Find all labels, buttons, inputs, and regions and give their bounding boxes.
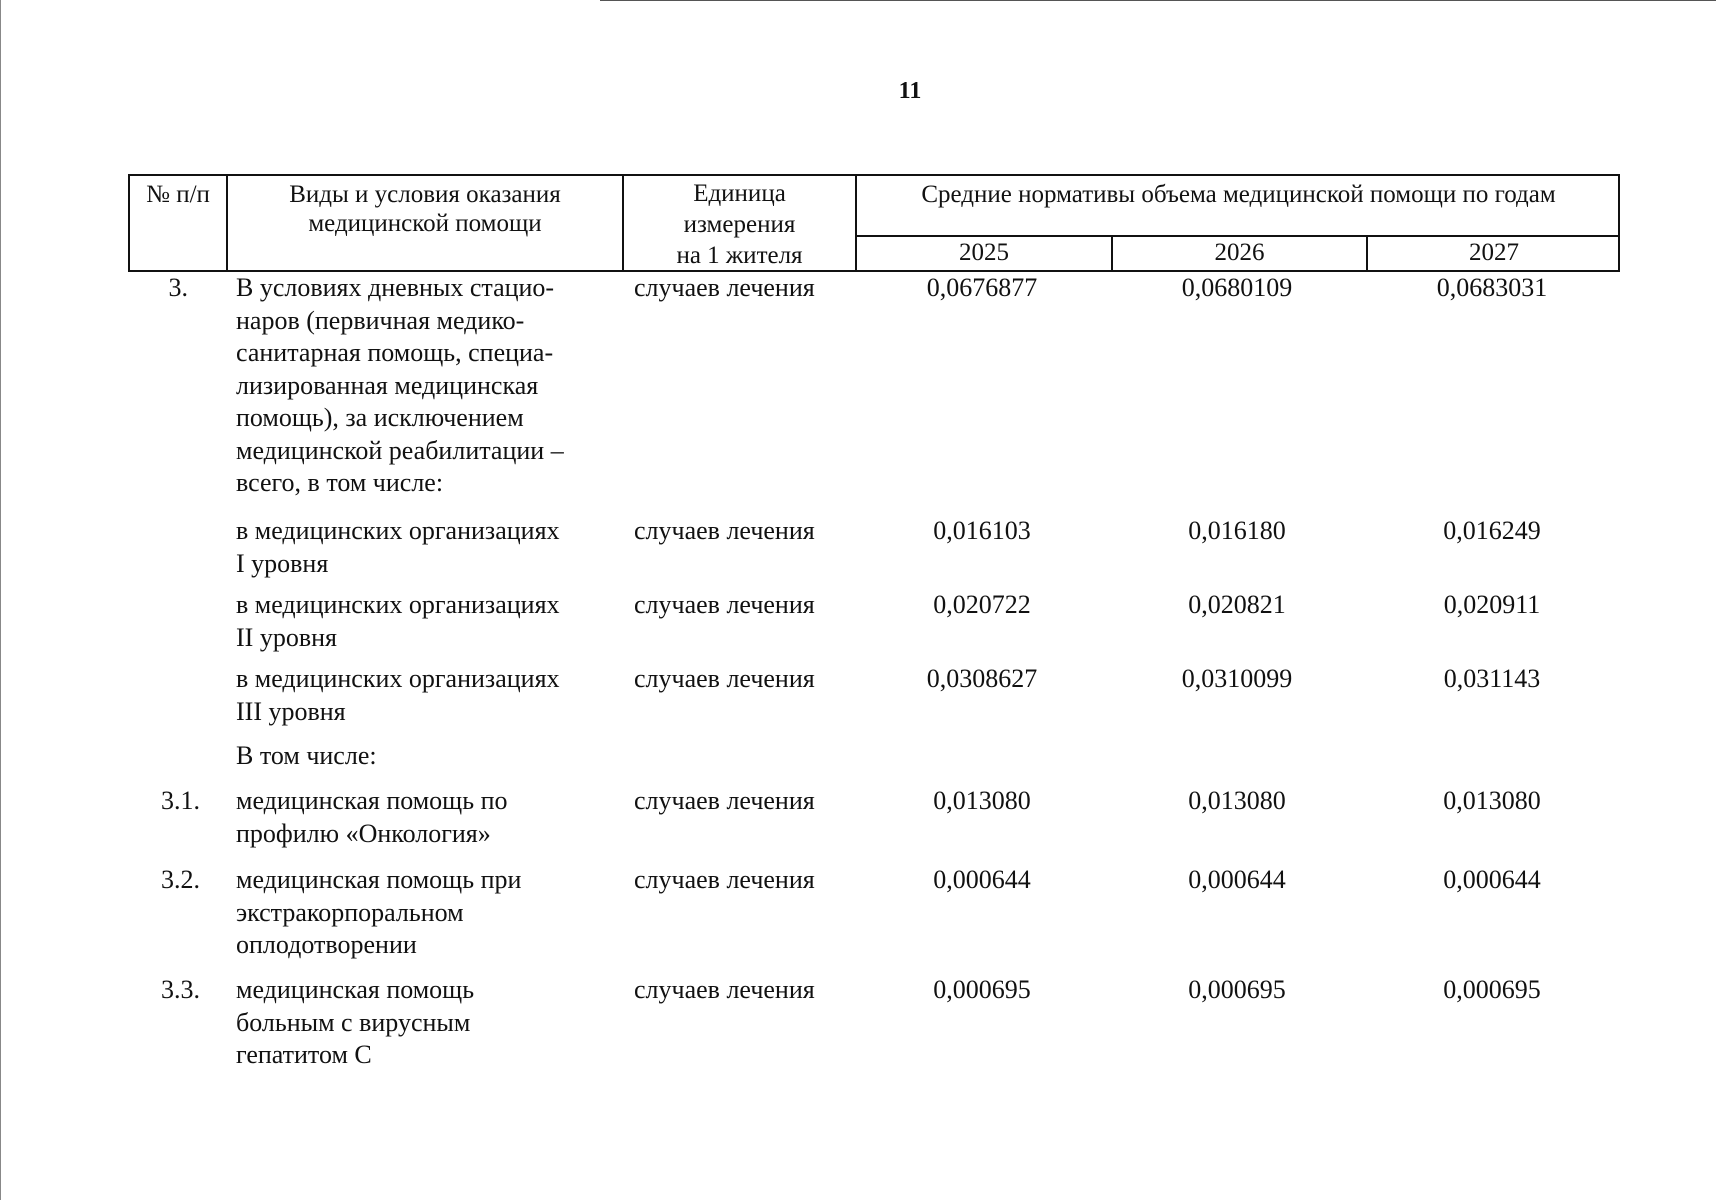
row-name-line: в медицинских организациях xyxy=(236,516,560,545)
header-unit-line: на 1 жителя xyxy=(676,242,803,269)
scan-top-edge xyxy=(600,0,1716,1)
header-group-title: Средние нормативы объема медицинской помощи по годам xyxy=(921,181,1556,208)
row-name xyxy=(236,515,596,580)
row-name-line: В том числе: xyxy=(236,741,377,770)
page-number: 11 xyxy=(898,78,922,104)
row-name xyxy=(236,663,596,728)
row-name-line: медицинская помощь при xyxy=(236,865,522,894)
value-2027: 0,013080 xyxy=(1443,786,1541,815)
row-number: 3. xyxy=(168,273,188,302)
row-unit: случаев лечения xyxy=(634,273,815,302)
row-unit: случаев лечения xyxy=(634,516,815,545)
value-2025: 0,013080 xyxy=(933,786,1031,815)
value-2027: 0,020911 xyxy=(1443,590,1541,619)
row-unit: случаев лечения xyxy=(634,975,815,1004)
header-unit-line: измерения xyxy=(683,211,796,238)
value-2027: 0,031143 xyxy=(1443,664,1541,693)
row-name-line: в медицинских организациях xyxy=(236,664,560,693)
value-2027: 0,000695 xyxy=(1443,975,1541,1004)
row-unit: случаев лечения xyxy=(634,664,815,693)
header-number: № п/п xyxy=(146,181,210,208)
value-2026: 0,013080 xyxy=(1188,786,1286,815)
header-year-2025: 2025 xyxy=(959,239,1009,266)
row-name-line: лизированная медицинская xyxy=(236,370,539,400)
header-year-2026: 2026 xyxy=(1214,239,1265,266)
row-unit: случаев лечения xyxy=(634,786,815,815)
row-name-line: гепатитом С xyxy=(236,1040,372,1069)
row-unit: случаев лечения xyxy=(634,865,815,894)
row-name xyxy=(236,740,596,773)
value-2026: 0,0310099 xyxy=(1181,664,1293,693)
row-unit: случаев лечения xyxy=(634,590,815,619)
value-2025: 0,020722 xyxy=(933,590,1031,619)
value-2026: 0,016180 xyxy=(1188,516,1286,545)
value-2026: 0,0680109 xyxy=(1181,273,1293,302)
row-name-line: медицинской реабилитации – xyxy=(236,435,564,465)
row-name xyxy=(236,864,596,962)
row-name-line: II уровня xyxy=(236,622,337,652)
header-year-2027: 2027 xyxy=(1469,239,1519,266)
row-name-line: санитарная помощь, специа- xyxy=(236,338,554,367)
row-name xyxy=(236,589,596,654)
value-2026: 0,020821 xyxy=(1188,590,1286,619)
row-number: 3.3. xyxy=(161,975,200,1004)
row-name-line: наров (первичная медико- xyxy=(236,305,525,335)
row-name-line: медицинская помощь по xyxy=(236,786,508,815)
value-2025: 0,0676877 xyxy=(926,273,1038,302)
value-2025: 0,016103 xyxy=(933,516,1031,545)
row-name-line: больным с вирусным xyxy=(236,1007,471,1037)
row-name-line: III уровня xyxy=(236,696,346,726)
row-name-line: медицинская помощь xyxy=(236,975,475,1004)
value-2027: 0,0683031 xyxy=(1436,273,1548,302)
header-kind-line: Виды и условия оказания xyxy=(289,181,561,208)
row-name xyxy=(236,785,596,850)
row-name-line: оплодотворении xyxy=(236,930,417,959)
header-kind xyxy=(228,180,622,238)
row-name-line: профилю «Онкология» xyxy=(236,818,491,848)
row-name xyxy=(236,272,596,500)
value-2025: 0,000644 xyxy=(933,865,1031,894)
row-name-line: в медицинских организациях xyxy=(236,590,560,619)
row-number: 3.2. xyxy=(161,865,200,894)
row-name-line: В условиях дневных стацио- xyxy=(236,273,555,302)
value-2026: 0,000644 xyxy=(1188,865,1286,894)
header-unit-line: Единица xyxy=(693,180,786,207)
table-header xyxy=(128,174,1620,272)
row-name xyxy=(236,974,596,1072)
header-kind-line: медицинской помощи xyxy=(308,210,542,237)
header-unit xyxy=(624,178,855,271)
row-name-line: экстракорпоральном xyxy=(236,897,464,927)
row-number: 3.1. xyxy=(161,786,200,815)
row-name-line: помощь), за исключением xyxy=(236,403,524,432)
value-2026: 0,000695 xyxy=(1188,975,1286,1004)
value-2027: 0,000644 xyxy=(1443,865,1541,894)
value-2025: 0,000695 xyxy=(933,975,1031,1004)
scan-left-edge xyxy=(0,0,1,1200)
row-name-line: I уровня xyxy=(236,548,329,578)
header-divider xyxy=(855,235,1620,237)
value-2025: 0,0308627 xyxy=(926,664,1038,693)
value-2027: 0,016249 xyxy=(1443,516,1541,545)
row-name-line: всего, в том числе: xyxy=(236,468,444,497)
